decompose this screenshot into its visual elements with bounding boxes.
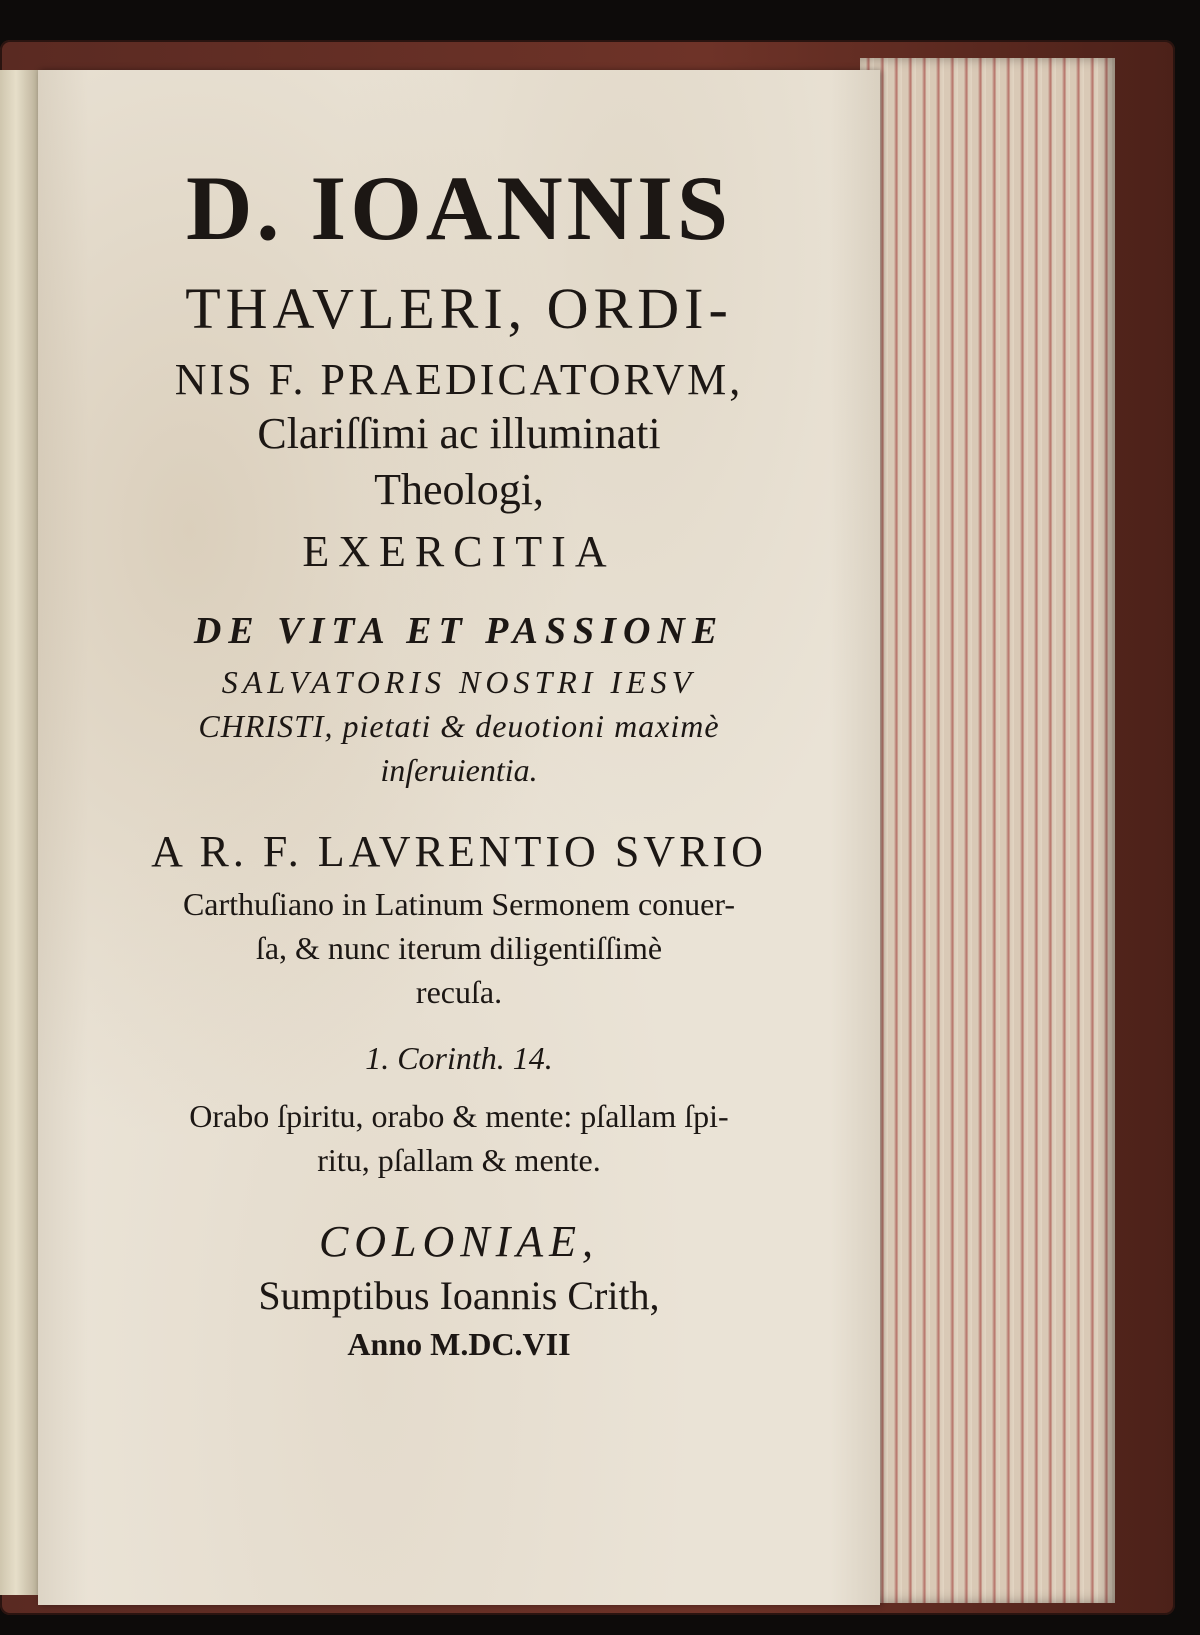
translation-line-1: Carthuſiano in Latinum Sermonem conuer- <box>182 886 736 922</box>
author-epithet: Clariſſimi ac illuminati <box>257 409 661 458</box>
quote-line-1: Orabo ſpiritu, orabo & mente: pſallam ſpi- <box>189 1098 729 1134</box>
imprint-publisher: Sumptibus Ioannis Crith, <box>258 1273 660 1318</box>
imprint-place: COLONIAE, <box>318 1217 600 1266</box>
author-order: NIS F. PRAEDICATORVM, <box>174 355 744 404</box>
imprint-date: Anno M.DC.VII <box>347 1326 571 1362</box>
page-fore-edge <box>860 58 1115 1603</box>
bible-citation: 1. Corinth. 14. <box>365 1040 553 1076</box>
work-title: EXERCITIA <box>302 527 616 576</box>
subject-line-1: DE VITA ET PASSIONE <box>193 610 725 652</box>
subject-line-4: inſeruientia. <box>380 752 538 788</box>
left-page-edge <box>0 70 40 1595</box>
translator-name: A R. F. LAVRENTIO SVRIO <box>151 827 767 876</box>
subject-line-2: SALVATORIS NOSTRI IESV <box>221 664 697 700</box>
author-name: THAVLERI, ORDI- <box>185 276 733 341</box>
author-title: Theologi, <box>374 465 544 514</box>
book-title: D. IOANNIS <box>185 157 733 259</box>
title-page <box>38 70 880 1605</box>
translation-line-3: recuſa. <box>415 974 503 1010</box>
translation-line-2: ſa, & nunc iterum diligentiſſimè <box>255 930 663 966</box>
subject-line-3: CHRISTI, pietati & deuotioni maximè <box>198 708 720 744</box>
quote-line-2: ritu, pſallam & mente. <box>317 1142 601 1178</box>
